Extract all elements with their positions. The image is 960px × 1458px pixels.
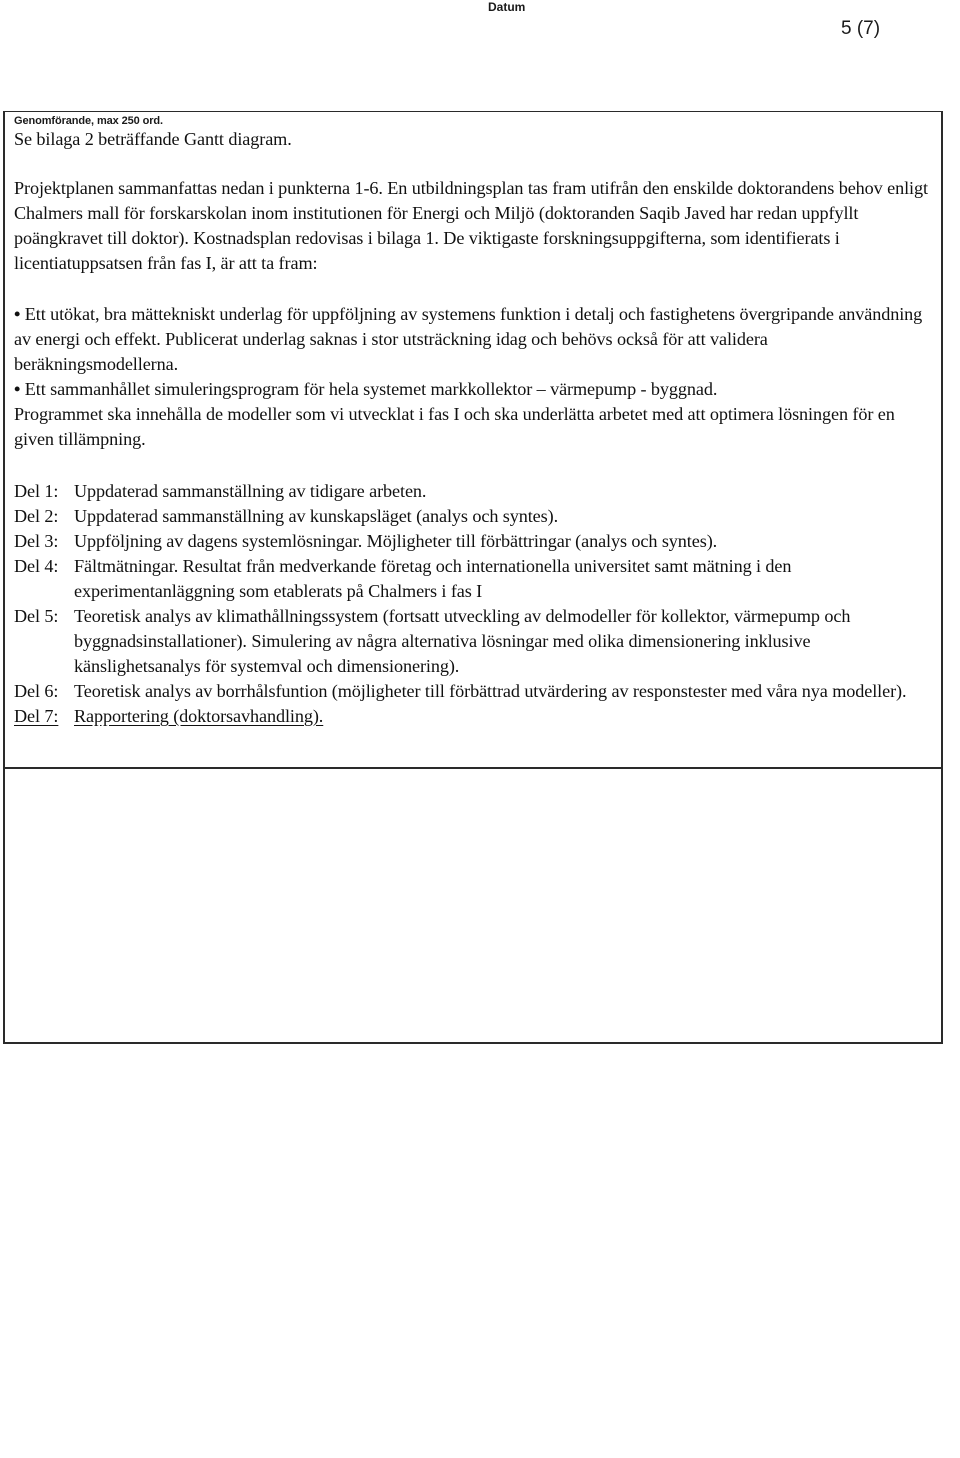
bullet-marker: • xyxy=(14,304,21,324)
field-label: Genomförande, max 250 ord. xyxy=(14,115,163,127)
section-divider xyxy=(5,767,941,769)
part-text: Teoretisk analys av borrhålsfuntion (möjligheter till förbättrad utvärdering av responstester med våra nya modeller). xyxy=(74,681,907,701)
part-label: Del 4: xyxy=(14,556,59,576)
spacer xyxy=(14,452,934,479)
part-text: Teoretisk analys av klimathållningssystem (fortsatt utveckling av delmodeller för kollektor, värmepump och byggnadsinstallationer). Simulering av några alternativa lösningar med olika dimensionering inklusive känslighetsanalys för systemval och dimensionering). xyxy=(74,606,851,676)
project-part-item xyxy=(14,529,934,554)
bullet-marker: • xyxy=(14,379,21,399)
spacer xyxy=(14,152,934,176)
bullet-item xyxy=(14,377,934,402)
bullet-text: Ett sammanhållet simuleringsprogram för hela systemet markkollektor – värmepump - byggnad. xyxy=(24,379,718,399)
project-part-item xyxy=(14,679,934,704)
project-part-item xyxy=(14,704,934,729)
spacer xyxy=(14,276,934,302)
part-label: Del 2: xyxy=(14,506,59,526)
part-text: Fältmätningar. Resultat från medverkande företag och internationella universitet samt mätning i den experimentanläggning som etablerats på Chalmers i fas I xyxy=(74,556,792,601)
part-label: Del 6: xyxy=(14,681,59,701)
gantt-reference-line: Se bilaga 2 beträffande Gantt diagram. xyxy=(14,129,292,149)
project-parts-list xyxy=(14,479,934,729)
part-text: Uppdaterad sammanställning av tidigare arbeten. xyxy=(74,481,427,501)
part-text: Rapportering (doktorsavhandling). xyxy=(74,706,324,726)
page-number: 5 (7) xyxy=(841,18,881,39)
date-field-label: Datum xyxy=(488,0,526,14)
program-paragraph: Programmet ska innehålla de modeller som vi utvecklat i fas I och ska underlätta arbetet med att optimera lösningen för en given tillämpning. xyxy=(14,404,895,449)
project-part-item xyxy=(14,504,934,529)
bullet-text: Ett utökat, bra mättekniskt underlag för uppföljning av systemens funktion i detalj och fastighetens övergripande användning av energi och effekt. Publicerat underlag saknas i stor utsträckning idag och behövs också för att validera beräkningsmodellerna. xyxy=(14,304,923,374)
part-label: Del 5: xyxy=(14,606,59,626)
part-text: Uppdaterad sammanställning av kunskapsläget (analys och syntes). xyxy=(74,506,559,526)
implementation-form-box xyxy=(3,111,943,1044)
project-part-item xyxy=(14,479,934,504)
part-label: Del 3: xyxy=(14,531,59,551)
project-part-item xyxy=(14,554,934,604)
implementation-content xyxy=(14,115,934,729)
part-text: Uppföljning av dagens systemlösningar. Möjligheter till förbättringar (analys och syntes). xyxy=(74,531,718,551)
part-label: Del 1: xyxy=(14,481,59,501)
bullet-item xyxy=(14,302,934,377)
project-part-item xyxy=(14,604,934,679)
part-label: Del 7: xyxy=(14,706,59,726)
project-plan-paragraph: Projektplanen sammanfattas nedan i punkterna 1-6. En utbildningsplan tas fram utifrån den enskilde doktorandens behov enligt Chalmers mall för forskarskolan inom institutionen för Energi och Miljö (doktoranden Saqib Javed har redan uppfyllt poängkravet till doktor). Kostnadsplan redovisas i bilaga 1. De viktigaste forskningsuppgifterna, som identifierats i licentiatuppsatsen från fas I, är att ta fram: xyxy=(14,178,928,273)
